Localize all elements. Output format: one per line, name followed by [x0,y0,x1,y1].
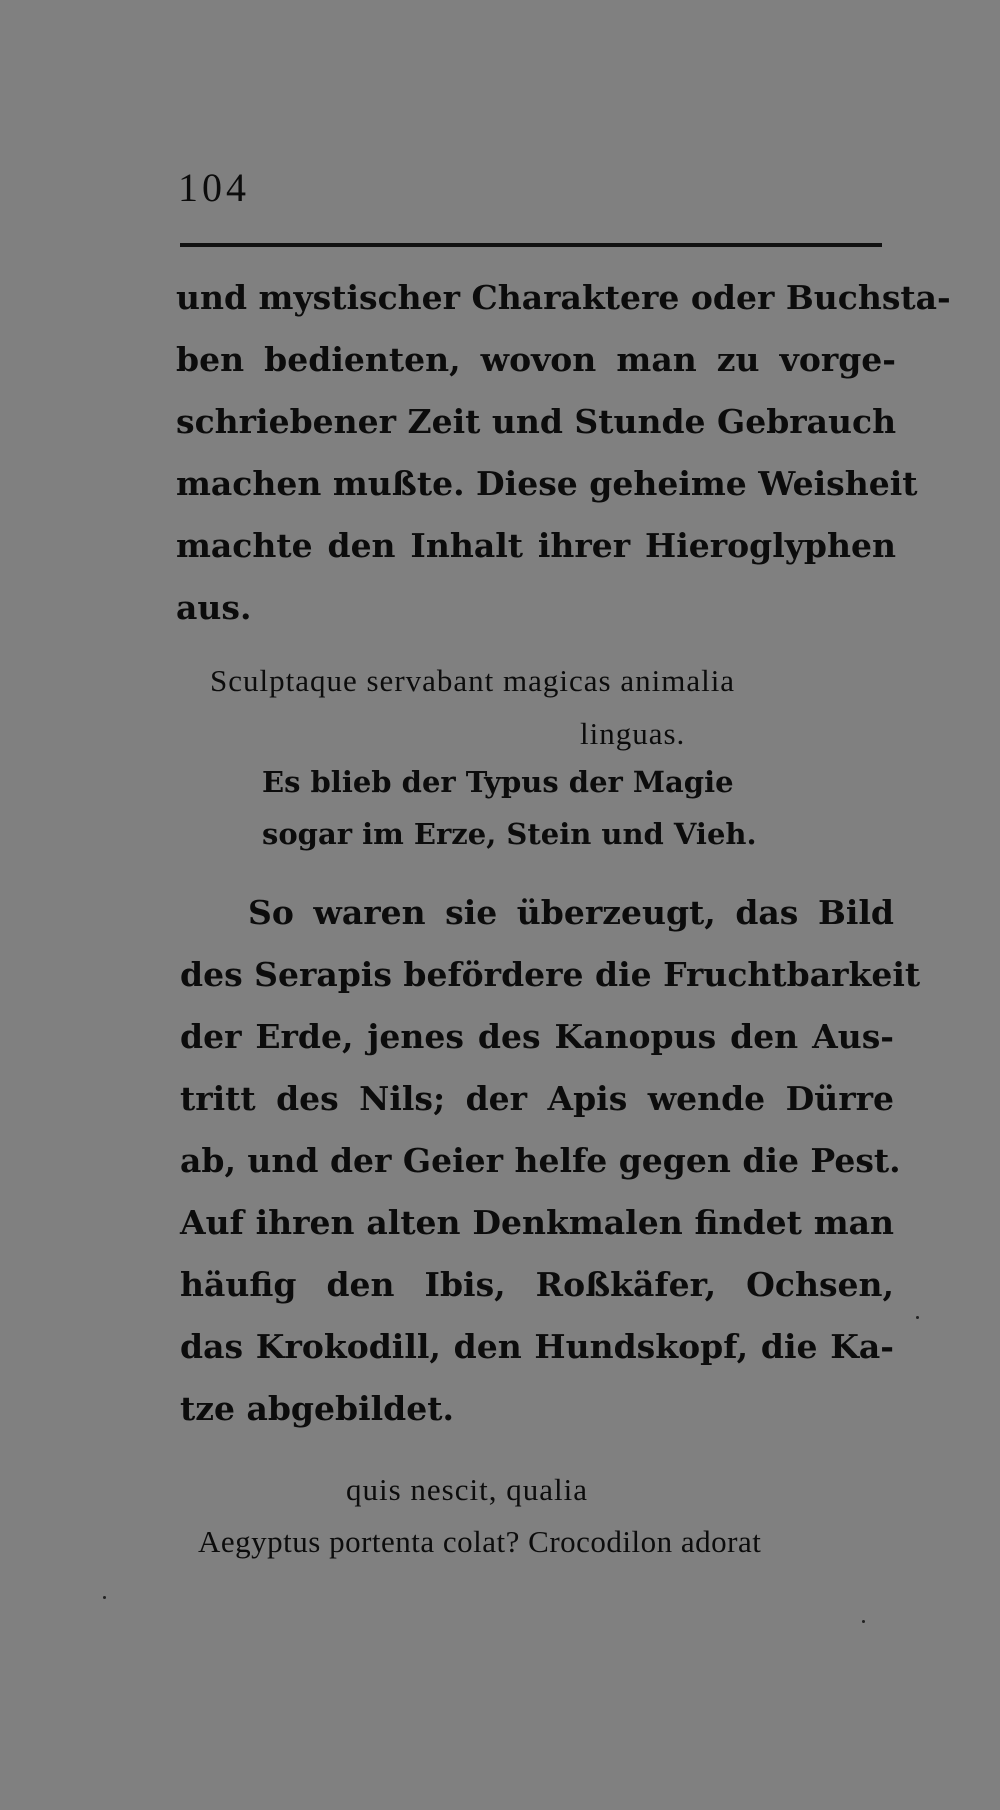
paper-speck [862,1620,865,1623]
paragraph-1-line: machte den Inhalt ihrer Hieroglyphen [176,526,896,565]
paper-speck [916,1316,919,1319]
paragraph-2-line: tritt des Nils; der Apis wende Dürre [180,1079,894,1118]
header-rule [180,243,882,247]
paragraph-2-line: das Krokodill, den Hundskopf, die Ka- [180,1327,894,1366]
paragraph-2 [180,882,921,1440]
paragraph-2-line: So waren sie überzeugt, das Bild [248,893,894,932]
paragraph-1-line: und mystischer Charaktere oder Buchsta- [176,278,951,317]
latin-quote-line-2: linguas. [580,716,686,751]
paragraph-2-line: tze abgebildet. [180,1389,454,1428]
latin-quote-line-1: Sculptaque servabant magicas animalia [210,663,736,698]
closing-quote-line-2: Aegyptus portenta colat? Crocodilon adorat [198,1524,762,1559]
paragraph-2-line: ab, und der Geier helfe gegen die Pest. [180,1141,901,1180]
paragraph-1-line: aus. [176,588,252,627]
paragraph-1-line: machen mußte. Diese geheime Weisheit [176,464,918,503]
paragraph-2-line: der Erde, jenes des Kanopus den Aus- [180,1017,894,1056]
paper-speck [103,1596,106,1599]
paragraph-2-line: des Serapis befördere die Fruchtbarkeit [180,955,921,994]
paragraph-1-line: schriebener Zeit und Stunde Gebrauch [176,402,897,441]
german-verse-line-1: Es blieb der Typus der Magie [262,765,734,799]
paragraph-2-line: Auf ihren alten Denkmalen findet man [180,1203,894,1242]
paragraph-1 [176,267,951,639]
german-verse-line-2: sogar im Erze, Stein und Vieh. [262,817,757,851]
paragraph-1-line: ben bedienten, wovon man zu vorge- [176,340,896,379]
page-number: 104 [178,165,250,210]
paragraph-2-line: häufig den Ibis, Roßkäfer, Ochsen, [180,1265,894,1304]
closing-quote-line-1: quis nescit, qualia [346,1472,588,1507]
